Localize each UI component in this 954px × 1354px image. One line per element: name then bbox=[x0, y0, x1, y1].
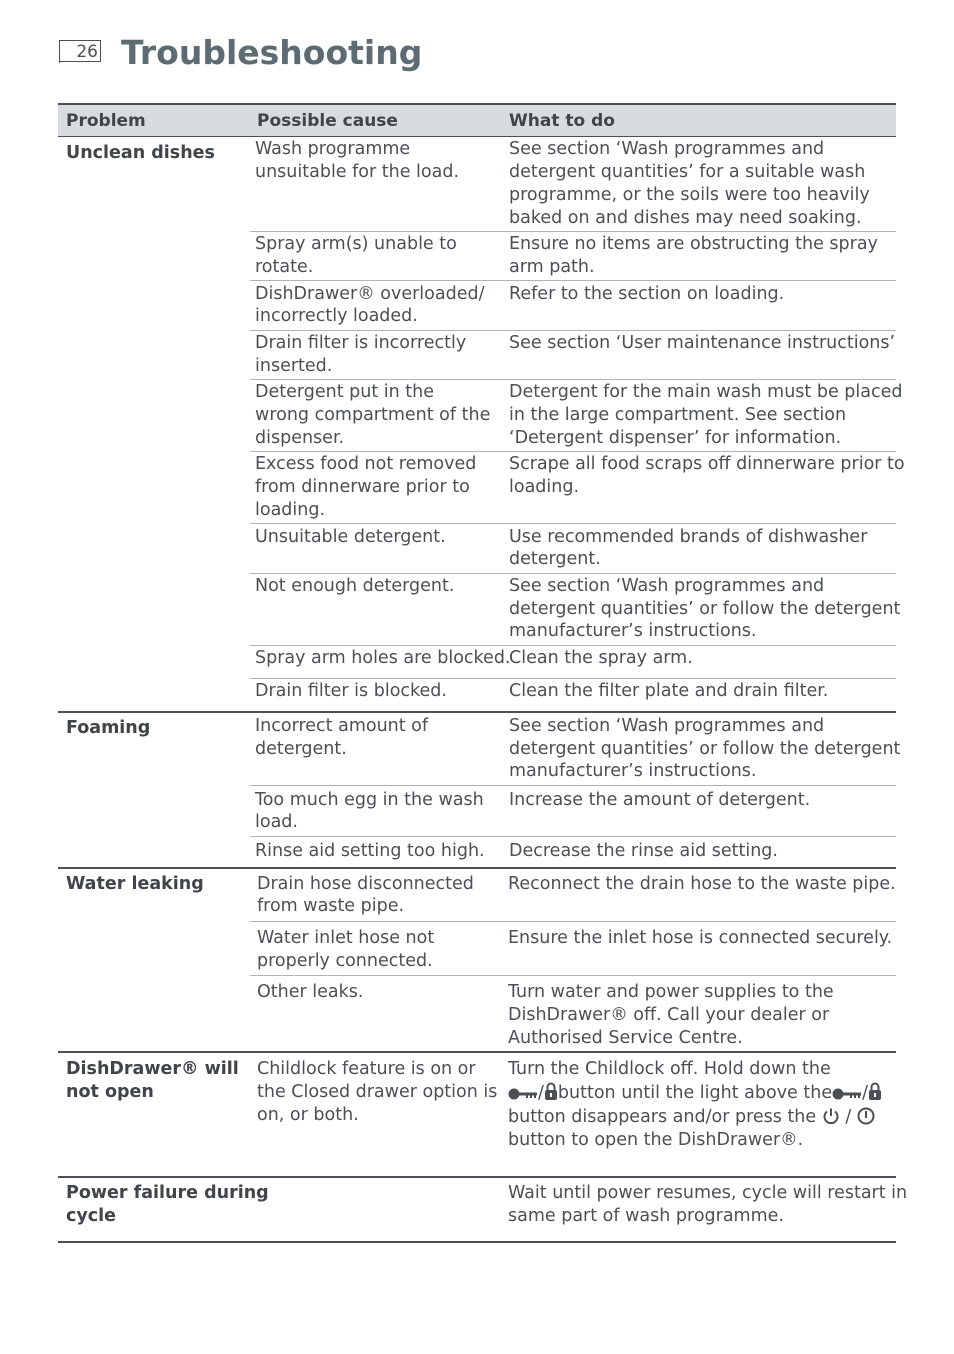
action-line: detergent. bbox=[509, 549, 601, 569]
row-divider bbox=[250, 280, 896, 281]
cause-line: Drain hose disconnected bbox=[257, 874, 474, 894]
action-line: Ensure the inlet hose is connected securely. bbox=[508, 928, 893, 948]
section-divider bbox=[58, 711, 896, 713]
cause-line: DishDrawer® overloaded/ bbox=[255, 284, 485, 304]
power-icon bbox=[822, 1107, 840, 1132]
power-circle-icon bbox=[857, 1107, 875, 1132]
action-line: See section ‘Wash programmes and bbox=[509, 139, 825, 159]
cause-line: unsuitable for the load. bbox=[255, 162, 460, 182]
cause-line: Excess food not removed bbox=[255, 454, 477, 474]
action-line: Clean the spray arm. bbox=[509, 648, 693, 668]
action-line: Authorised Service Centre. bbox=[508, 1028, 743, 1048]
action-line: arm path. bbox=[509, 257, 595, 277]
slash: / bbox=[538, 1083, 544, 1103]
slash: / bbox=[862, 1083, 869, 1103]
row-divider bbox=[250, 921, 896, 922]
action-line: Use recommended brands of dishwasher bbox=[509, 527, 868, 547]
cause-line: Water inlet hose not bbox=[257, 928, 435, 948]
key-icon bbox=[832, 1085, 862, 1108]
action-line: in the large compartment. See section bbox=[509, 405, 847, 425]
action-line: detergent quantities’ or follow the detergent bbox=[509, 739, 901, 759]
cause-line: Childlock feature is on or bbox=[257, 1059, 476, 1079]
cause-line: Rinse aid setting too high. bbox=[255, 841, 485, 861]
action-line: baked on and dishes may need soaking. bbox=[509, 208, 862, 228]
cause-line: rotate. bbox=[255, 257, 314, 277]
action-line: See section ‘Wash programmes and bbox=[509, 716, 825, 736]
action-line: DishDrawer® off. Call your dealer or bbox=[508, 1005, 830, 1025]
cause-line: Unsuitable detergent. bbox=[255, 527, 446, 547]
action-line: Decrease the rinse aid setting. bbox=[509, 841, 778, 861]
action-line: same part of wash programme. bbox=[508, 1206, 784, 1226]
cause-line: Not enough detergent. bbox=[255, 576, 455, 596]
header-problem: Problem bbox=[66, 111, 146, 131]
cause-line: detergent. bbox=[255, 739, 347, 759]
table-bottom-rule bbox=[58, 1241, 896, 1243]
cause-line: Detergent put in the bbox=[255, 382, 435, 402]
problem-foaming: Foaming bbox=[66, 718, 151, 738]
section-divider bbox=[58, 1051, 896, 1053]
action-line: Clean the filter plate and drain filter. bbox=[509, 681, 829, 701]
cause-line: Other leaks. bbox=[257, 982, 364, 1002]
action-line: manufacturer’s instructions. bbox=[509, 761, 757, 781]
cause-line: inserted. bbox=[255, 356, 333, 376]
action-line: Increase the amount of detergent. bbox=[509, 790, 811, 810]
cause-line: load. bbox=[255, 812, 298, 832]
problem-drawer-will-not-open-line2: not open bbox=[66, 1082, 154, 1102]
row-divider bbox=[250, 451, 896, 452]
action-line: button to open the DishDrawer®. bbox=[508, 1130, 804, 1150]
lock-icon bbox=[544, 1081, 558, 1108]
slash: / bbox=[839, 1107, 857, 1127]
cause-line: Wash programme bbox=[255, 139, 411, 159]
action-line: Ensure no items are obstructing the spray bbox=[509, 234, 878, 254]
problem-water-leaking: Water leaking bbox=[66, 874, 204, 894]
cause-line: Drain filter is blocked. bbox=[255, 681, 447, 701]
row-divider bbox=[250, 785, 896, 786]
action-line: Reconnect the drain hose to the waste pipe. bbox=[508, 874, 896, 894]
cause-line: Incorrect amount of bbox=[255, 716, 429, 736]
row-divider bbox=[250, 231, 896, 232]
cause-line: Spray arm holes are blocked. bbox=[255, 648, 511, 668]
row-divider bbox=[250, 330, 896, 331]
cause-line: incorrectly loaded. bbox=[255, 306, 418, 326]
action-line: Wait until power resumes, cycle will restart in bbox=[508, 1183, 908, 1203]
lock-icon bbox=[868, 1081, 882, 1108]
action-line: loading. bbox=[509, 477, 580, 497]
cause-line: Too much egg in the wash bbox=[255, 790, 484, 810]
row-divider bbox=[250, 975, 896, 976]
action-line-with-icons bbox=[508, 1081, 882, 1108]
row-divider bbox=[250, 379, 896, 380]
action-line: ‘Detergent dispenser’ for information. bbox=[509, 428, 842, 448]
action-line: detergent quantities’ for a suitable wash bbox=[509, 162, 866, 182]
problem-power-failure-line2: cycle bbox=[66, 1206, 117, 1226]
cause-line: on, or both. bbox=[257, 1105, 359, 1125]
cause-line: Spray arm(s) unable to bbox=[255, 234, 457, 254]
row-divider bbox=[250, 573, 896, 574]
action-line: See section ‘User maintenance instructions’ bbox=[509, 333, 896, 353]
row-divider bbox=[250, 645, 896, 646]
action-line: Turn the Childlock off. Hold down the bbox=[508, 1059, 831, 1079]
cause-line: properly connected. bbox=[257, 951, 433, 971]
row-divider bbox=[250, 678, 896, 679]
action-line: detergent quantities’ or follow the detergent bbox=[509, 599, 901, 619]
cause-line: the Closed drawer option is bbox=[257, 1082, 498, 1102]
action-line: Turn water and power supplies to the bbox=[508, 982, 834, 1002]
cause-line: dispenser. bbox=[255, 428, 345, 448]
page-title: Troubleshooting bbox=[121, 33, 423, 72]
problem-drawer-will-not-open: DishDrawer® will bbox=[66, 1059, 239, 1079]
cause-line: from waste pipe. bbox=[257, 896, 405, 916]
cause-line: wrong compartment of the bbox=[255, 405, 491, 425]
page-number: 26 bbox=[59, 40, 101, 62]
row-divider bbox=[250, 836, 896, 837]
key-icon bbox=[508, 1085, 538, 1108]
action-line: Scrape all food scraps off dinnerware prior to bbox=[509, 454, 905, 474]
section-divider bbox=[58, 867, 896, 869]
problem-power-failure: Power failure during bbox=[66, 1183, 269, 1203]
action-line: Detergent for the main wash must be placed bbox=[509, 382, 903, 402]
cause-line: from dinnerware prior to bbox=[255, 477, 470, 497]
cause-line: loading. bbox=[255, 500, 326, 520]
table-header bbox=[58, 103, 896, 137]
row-divider bbox=[250, 523, 896, 524]
problem-unclean-dishes: Unclean dishes bbox=[66, 143, 215, 163]
action-line: See section ‘Wash programmes and bbox=[509, 576, 825, 596]
header-what-to-do: What to do bbox=[509, 111, 615, 131]
action-text: button disappears and/or press the bbox=[508, 1107, 817, 1127]
action-line: programme, or the soils were too heavily bbox=[509, 185, 870, 205]
action-line: Refer to the section on loading. bbox=[509, 284, 785, 304]
action-text: button until the light above the bbox=[557, 1083, 833, 1103]
cause-line: Drain filter is incorrectly bbox=[255, 333, 467, 353]
header-possible-cause: Possible cause bbox=[257, 111, 398, 131]
section-divider bbox=[58, 1176, 896, 1178]
action-line: manufacturer’s instructions. bbox=[509, 621, 757, 641]
